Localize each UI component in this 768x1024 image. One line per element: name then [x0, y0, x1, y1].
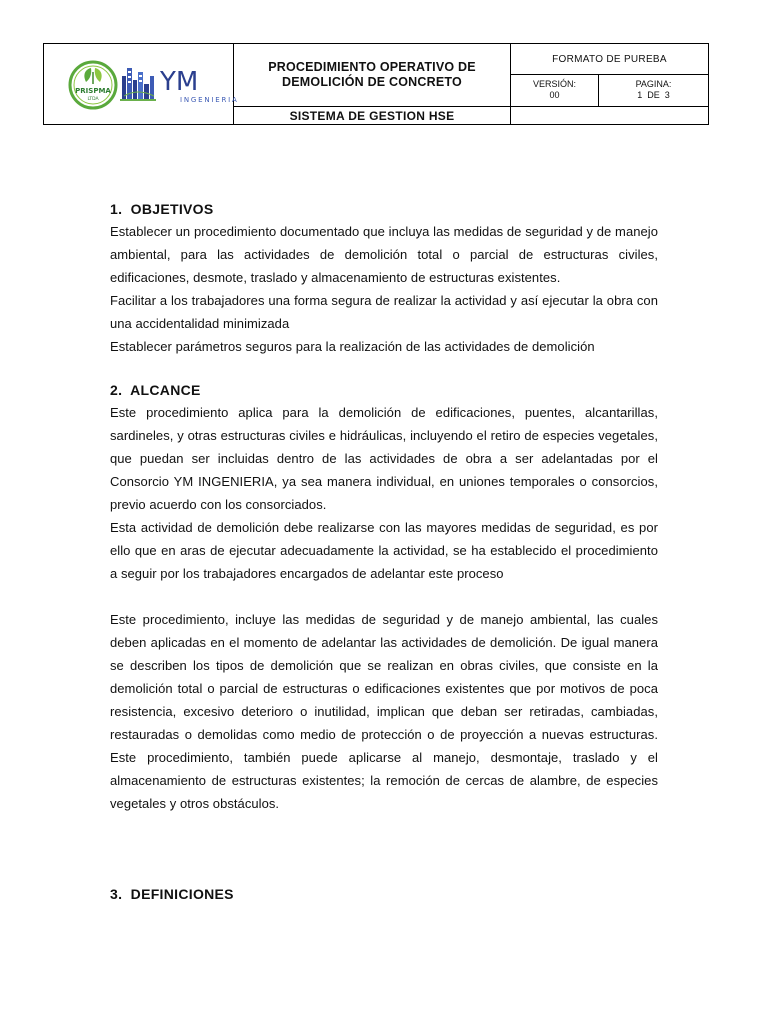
objetivos-paragraph-2: Facilitar a los trabajadores una forma segura de realizar la actividad y así ejecutar la obra con una accidentalidad minimizada — [110, 293, 658, 331]
svg-text:PRISPMA: PRISPMA — [75, 87, 111, 95]
svg-text:YM: YM — [160, 67, 199, 97]
version-label: VERSIÓN: — [532, 79, 576, 89]
page-label: PAGINA: — [635, 79, 672, 89]
alcance-paragraph-3: Este procedimiento, incluye las medidas de seguridad y de manejo ambiental, las cuales deben aplicadas en el momento de adelantar las actividades de demolición. De igual manera se describen los tipos de demolición que se realizan en obras civiles, que consiste en la demolición total o parcial de estructuras o edificaciones existentes que por motivos de poca resistencia, excesivo deterioro o inutilidad, implican que deban ser retiradas, cambiadas, restauradas o demolidas como medio de protección o de proyección a nuevas estructuras. Este procedimiento, también puede aplicarse al manejo, desmontaje, traslado y el almacenamiento de estructuras existentes; la remoción de cercas de alambre, de especies vegetales y otros obstáculos. — [110, 612, 658, 811]
prispma-logo-icon — [68, 60, 118, 110]
section-title-alcance: 2. ALCANCE — [110, 382, 201, 398]
document-title-line2: DEMOLICIÓN DE CONCRETO — [282, 75, 462, 89]
empty-header-cell — [511, 107, 708, 125]
version-value: 00 — [549, 90, 560, 100]
section-title-objetivos: 1. OBJETIVOS — [110, 201, 214, 217]
document-title-cell — [234, 44, 511, 107]
document-body — [110, 198, 658, 905]
version-cell — [511, 75, 599, 107]
page-value: 1 DE 3 — [637, 90, 670, 100]
ym-ingenieria-logo-icon — [120, 62, 239, 110]
alcance-paragraph-1: Este procedimiento aplica para la demolición de edificaciones, puentes, alcantarillas, sardineles, y otras estructuras civiles e hidráulicas, incluyendo el retiro de especies vegetales, que puedan ser incluidas dentro de las actividades de obra a ser adelantadas por el Consorcio YM INGENIERIA, ya sea manera individual, en uniones temporales o consorcios, previo acuerdo con los consorciados. — [110, 405, 658, 512]
document-header — [43, 43, 709, 125]
logo-cell — [44, 44, 239, 125]
format-label: FORMATO DE PUREBA — [511, 44, 708, 75]
objetivos-paragraph-1: Establecer un procedimiento documentado que incluya las medidas de seguridad y de manejo ambiental, para las actividades de demolición total o parcial de estructuras civiles, edificaciones, desmote, traslado y almacenamiento de estructuras existentes. — [110, 224, 658, 285]
svg-text:LTDA: LTDA — [87, 97, 99, 102]
objetivos-paragraph-3: Establecer parámetros seguros para la realización de las actividades de demolición — [110, 339, 595, 354]
system-name: SISTEMA DE GESTION HSE — [234, 107, 511, 125]
document-title-line1: PROCEDIMIENTO OPERATIVO DE — [268, 60, 476, 74]
section-title-definiciones: 3. DEFINICIONES — [110, 886, 234, 902]
alcance-paragraph-2: Esta actividad de demolición debe realizarse con las mayores medidas de seguridad, es por ello que en aras de ejecutar adecuadamente la actividad, se ha establecido el procedimiento a seguir por los trabajadores encargados de adelantar este proceso — [110, 520, 658, 581]
svg-text:INGENIERIA: INGENIERIA — [180, 96, 239, 104]
page-cell — [599, 75, 708, 107]
